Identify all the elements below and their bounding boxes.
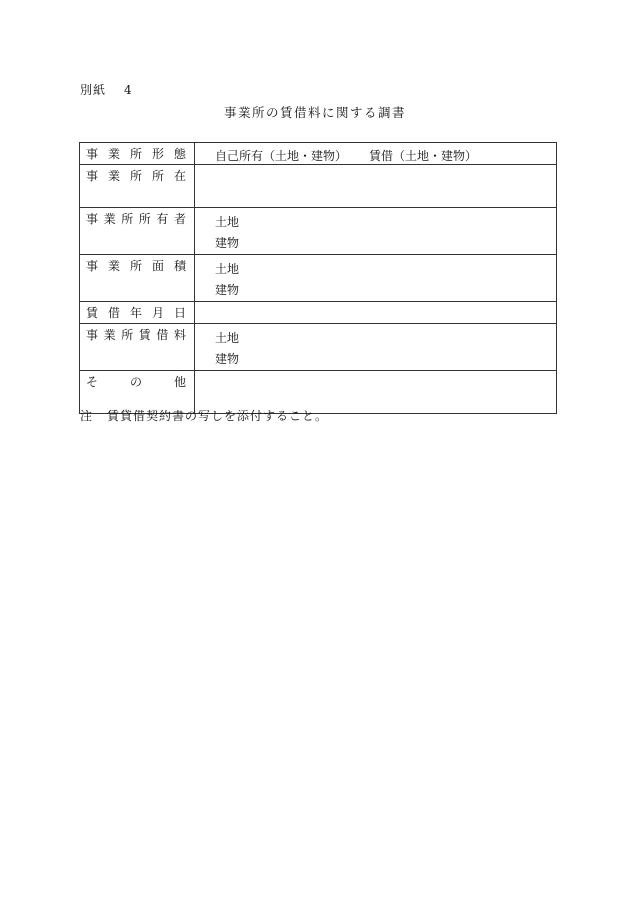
label-char: 月 <box>151 306 164 320</box>
label-chars <box>86 306 186 320</box>
row-office-rent <box>80 324 557 371</box>
label-lease-date <box>80 302 195 324</box>
row-office-location <box>80 165 557 208</box>
value-office-owner[interactable] <box>195 208 557 255</box>
label-office-area <box>80 255 195 302</box>
label-char: 賃 <box>86 306 99 320</box>
label-char: 料 <box>173 328 186 342</box>
label-char: 者 <box>173 212 186 226</box>
label-char: そ <box>86 375 99 389</box>
label-chars <box>86 147 186 161</box>
label-char: 有 <box>156 212 169 226</box>
label-char: 事 <box>86 259 99 273</box>
label-chars <box>86 212 186 226</box>
row-lease-date <box>80 302 557 324</box>
label-chars <box>86 375 186 389</box>
label-char: 積 <box>173 259 186 273</box>
label-char: 事 <box>86 328 99 342</box>
label-chars <box>86 328 186 342</box>
label-char: 事 <box>86 147 99 161</box>
note-mark: 注 <box>80 409 94 423</box>
label-char: 所 <box>151 169 164 183</box>
label-char: 面 <box>151 259 164 273</box>
label-office-type <box>80 143 195 165</box>
label-char: 日 <box>173 306 186 320</box>
annex-number: 4 <box>124 83 133 97</box>
label-char: 所 <box>121 328 134 342</box>
label-char: 所 <box>129 259 142 273</box>
label-chars <box>86 169 186 183</box>
label-char: 借 <box>156 328 169 342</box>
area-building: 建物 <box>215 283 240 297</box>
label-char: の <box>129 375 142 389</box>
label-char: 業 <box>103 328 116 342</box>
row-office-area <box>80 255 557 302</box>
value-office-area[interactable] <box>195 255 557 302</box>
office-rent-form-table <box>79 142 557 414</box>
label-char: 事 <box>86 212 99 226</box>
row-office-type <box>80 143 557 165</box>
document-title: 事業所の賃借料に関する調書 <box>223 105 406 120</box>
owner-land: 土地 <box>215 215 240 229</box>
label-char: 借 <box>107 306 120 320</box>
label-char: 年 <box>129 306 142 320</box>
annex-label <box>80 81 133 98</box>
value-office-location[interactable] <box>195 165 557 208</box>
annex-label-text: 別紙 <box>80 83 107 97</box>
label-char: 業 <box>107 147 120 161</box>
label-char: 賃 <box>138 328 151 342</box>
row-office-owner <box>80 208 557 255</box>
footer-note <box>80 407 328 424</box>
note-text: 賃貸借契約書の写しを添付すること。 <box>107 409 329 423</box>
label-char: 事 <box>86 169 99 183</box>
rent-land: 土地 <box>215 331 240 345</box>
label-char: 業 <box>107 169 120 183</box>
label-office-owner <box>80 208 195 255</box>
value-office-type[interactable] <box>195 143 557 165</box>
label-char: 在 <box>173 169 186 183</box>
label-char: 形 <box>151 147 164 161</box>
value-lease-date[interactable] <box>195 302 557 324</box>
label-chars <box>86 259 186 273</box>
label-char: 所 <box>138 212 151 226</box>
value-office-rent[interactable] <box>195 324 557 371</box>
owner-building: 建物 <box>215 236 240 250</box>
rent-building: 建物 <box>215 352 240 366</box>
label-office-rent <box>80 324 195 371</box>
label-char: 所 <box>129 147 142 161</box>
label-office-location <box>80 165 195 208</box>
option-own[interactable]: 自己所有（土地・建物） <box>215 149 348 163</box>
label-char: 所 <box>121 212 134 226</box>
label-char: 業 <box>103 212 116 226</box>
area-land: 土地 <box>215 262 240 276</box>
label-char: 業 <box>107 259 120 273</box>
label-char: 所 <box>129 169 142 183</box>
label-char: 態 <box>173 147 186 161</box>
label-char: 他 <box>173 375 186 389</box>
option-rent[interactable]: 賃借（土地・建物） <box>369 149 478 163</box>
